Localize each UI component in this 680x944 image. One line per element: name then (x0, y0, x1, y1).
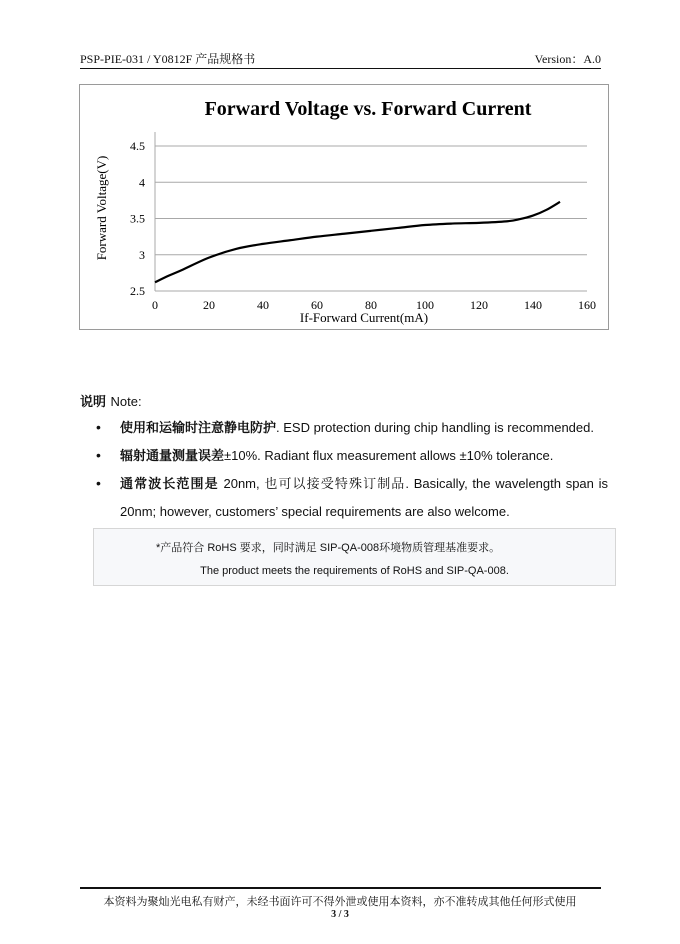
page-number: 3 / 3 (331, 909, 349, 920)
x-tick-label: 160 (578, 298, 596, 312)
note-item-cn: 通常波长范围是 (120, 477, 219, 492)
x-axis-label: If-Forward Current(mA) (299, 310, 429, 325)
y-tick-label: 2.5 (130, 284, 145, 298)
y-tick-label: 4 (139, 175, 145, 190)
fv-chart (79, 84, 609, 330)
note-item-en: 20nm, 也可以接受特殊订制品. Basically, the wavelength span is 20nm; however, customers’ special requirements are also welcome. (120, 476, 608, 519)
chart-title: Forward Voltage vs. Forward Current (204, 98, 532, 120)
x-tick-label: 120 (470, 298, 488, 312)
y-tick-label: 3 (139, 247, 145, 262)
note-item-cn: 辐射通量测量误差 (120, 449, 225, 464)
x-tick-label: 40 (257, 298, 269, 312)
x-tick-label: 60 (311, 298, 323, 312)
y-tick-label: 4.5 (130, 139, 145, 153)
rohs-callout-en: The product meets the requirements of RoHS and SIP-QA-008. (200, 565, 509, 577)
footer-rule (80, 887, 601, 889)
x-tick-label: 140 (524, 298, 542, 312)
header-rule (80, 68, 601, 69)
doc-id: PSP-PIE-031 / Y0812F 产品规格书 (80, 52, 256, 66)
y-tick-label: 3.5 (130, 211, 145, 226)
note-item-en: ±10%. Radiant flux measurement allows ±10% tolerance. (224, 448, 554, 463)
rohs-callout-cn: *产品符合 RoHS 要求，同时满足 SIP-QA-008环境物质管理基准要求。 (156, 542, 501, 554)
x-tick-label: 100 (416, 298, 434, 312)
x-tick-label: 20 (203, 298, 215, 312)
note-item (96, 442, 608, 470)
confidentiality-notice: 本资料为聚灿光电私有财产，未经书面许可不得外泄或使用本资料，亦不准转成其他任何形式使用 (103, 895, 577, 908)
chart-svg (80, 85, 608, 329)
notes-list (96, 414, 608, 525)
y-tick-labels (130, 139, 145, 298)
x-tick-label: 80 (365, 298, 377, 312)
rohs-callout (93, 528, 616, 586)
note-item (96, 414, 608, 442)
note-item (96, 470, 608, 525)
notes-heading (80, 391, 142, 410)
page-header (80, 50, 601, 66)
bullet-icon: • (96, 447, 101, 463)
bullet-icon: • (96, 419, 101, 435)
note-item-cn: 使用和运输时注意静电防护 (120, 421, 277, 436)
note-item-en: . ESD protection during chip handling is recommended. (276, 420, 594, 435)
bullet-icon: • (96, 475, 101, 491)
doc-version: Version：A.0 (534, 52, 601, 66)
x-tick-label: 0 (152, 298, 158, 312)
notes-heading-cn: 说明 (80, 395, 107, 410)
notes-heading-en: Note: (110, 394, 142, 409)
y-axis-label: Forward Voltage(V) (94, 155, 109, 261)
series-line (155, 202, 560, 282)
